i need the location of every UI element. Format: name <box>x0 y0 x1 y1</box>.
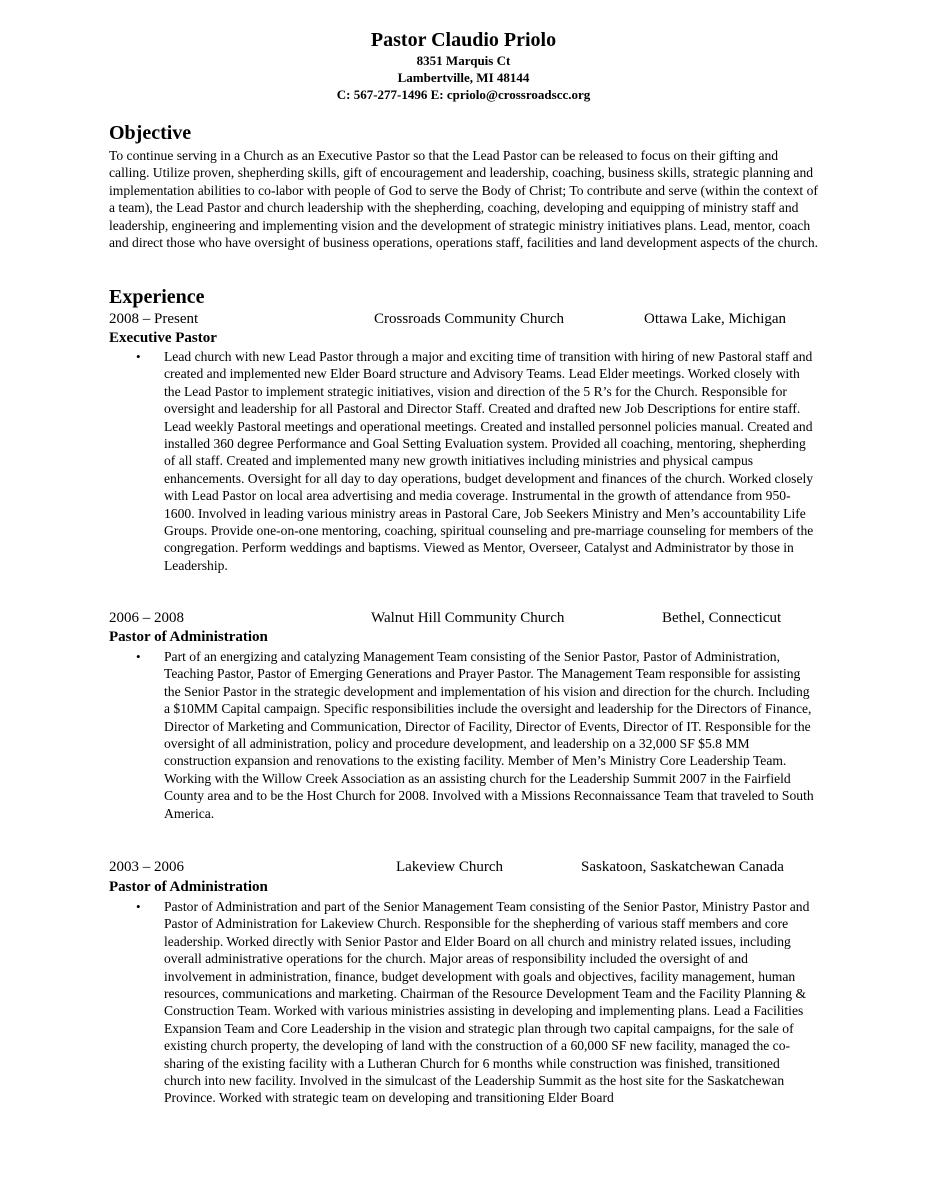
job-location: Saskatoon, Saskatchewan Canada <box>581 859 784 875</box>
job-role: Pastor of Administration <box>109 879 268 895</box>
job-header-row <box>109 309 829 329</box>
city-state-zip: Lambertville, MI 48144 <box>397 70 530 85</box>
objective-heading: Objective <box>109 122 192 144</box>
objective-text: To continue serving in a Church as an Executive Pastor so that the Lead Pastor can be released to focus on their gifting and calling. Utilize proven, shepherding skills, gift of encouragement and leadership, coaching, business skills, strategic planning and implementation abilities to co-labor with people of God to serve the Body of Christ; To contribute and serve (within the context of a team), the Lead Pastor and church leadership with the shepherding, coaching, developing and equipping of ministry staff and leadership, engineering and implementing vision and the development of strategic ministry initiatives plans. Lead, mentor, coach and direct those who have oversight of business operations, operations staff, facilities and land development aspects of the church. <box>109 148 819 251</box>
job-role: Executive Pastor <box>109 330 217 346</box>
job-description: Pastor of Administration and part of the Senior Management Team consisting of the Senior Pastor, Ministry Pastor and Pastor of Administration for Lakeview Church. Responsible for the shepherding of various staff members and core leadership. Worked directly with Senior Pastor and Elder Board on all church and ministry related issues, including overall administrative operations for the church. Major areas of responsibility included the oversight of and involvement in administration, finance, budget development with goals and objectives, facility management, human resources, communications and marketing. Chairman of the Resource Development Team and the Facility Planning & Construction Team. Worked with various ministries assisting in developing and implementing plans. Lead a Facilities Expansion Team and Core Leadership in the vision and strategic plan through two capital campaigns, for the sale of existing church property, the developing of land with the construction of a 60,000 SF new facility, managed the co-sharing of the existing facility with a Lutheran Church for 6 months while construction was finished, transitioned church into new facility. Involved in the simulcast of the Leadership Summit as the host site for the Saskatchewan Province. Worked with strategic team on developing and transitioning Elder Board <box>164 899 810 1106</box>
bullet-icon: • <box>136 349 141 364</box>
job-dates: 2006 – 2008 <box>109 610 184 626</box>
job-location: Ottawa Lake, Michigan <box>644 311 787 327</box>
job-header-row <box>109 608 829 628</box>
experience-heading: Experience <box>109 286 205 308</box>
job-organization: Lakeview Church <box>396 859 504 875</box>
resume-header <box>0 28 927 103</box>
job-header-row <box>109 857 829 877</box>
bullet-icon: • <box>136 899 141 914</box>
job-description: Lead church with new Lead Pastor through a major and exciting time of transition with hiring of new Pastoral staff and created and implemented new Elder Board structure and Advisory Teams. Lead Elder meetings. Worked closely with the Lead Pastor to implement strategic initiatives, vision and direction of the 5 R’s for the Church. Responsible for oversight and leadership for all Pastoral and Director Staff. Created and drafted new Job Descriptions for entire staff. Lead weekly Pastoral meetings and operational meetings. Created and installed personnel policies manual. Created and installed 360 degree Performance and Goal Setting Evaluation system. Provided all coaching, mentoring, shepherding of all staff. Created and implemented many new growth initiatives including ministries and physical campus enhancements. Oversight for all day to day operations, budget development and finances of the church. Worked closely with Lead Pastor on local area advertising and media coverage. Instrumental in the growth of attendance from 950-1600. Involved in leading various ministry areas in Pastoral Care, Job Seekers Ministry and Men’s accountability Life Groups. Provide one-on-one mentoring, coaching, spiritual counseling and pre-marriage counseling for members of the congregation. Perform weddings and baptisms. Viewed as Mentor, Overseer, Catalyst and Administrator by those in Leadership. <box>164 349 814 573</box>
candidate-name: Pastor Claudio Priolo <box>370 29 557 51</box>
contact-info: C: 567-277-1496 E: cpriolo@crossroadscc.org <box>336 87 591 102</box>
street-address: 8351 Marquis Ct <box>416 53 511 68</box>
job-dates: 2003 – 2006 <box>109 859 184 875</box>
job-organization: Crossroads Community Church <box>374 311 564 327</box>
job-role: Pastor of Administration <box>109 629 268 645</box>
job-location: Bethel, Connecticut <box>662 610 782 626</box>
job-dates: 2008 – Present <box>109 311 199 327</box>
job-organization: Walnut Hill Community Church <box>371 610 565 626</box>
bullet-icon: • <box>136 649 141 664</box>
job-description: Part of an energizing and catalyzing Management Team consisting of the Senior Pastor, Pastor of Administration, Teaching Pastor, Pastor of Emerging Generations and Prayer Pastor. The Management Team responsible for assisting the Senior Pastor in the strategic development and implementation of his vision and direction for the church. Including a $10MM Capital campaign. Specific responsibilities include the oversight and leadership for the Directors of Finance, Director of Marketing and Communication, Director of Facility, Director of Events, Director of IT. Responsible for the oversight of all administration, policy and procedure development, and leadership on a 32,000 SF $5.8 MM construction expansion and renovations to the existing facility. Member of Men’s Ministry Core Leadership Team. Working with the Willow Creek Association as an assisting church for the Leadership Summit 2007 in the Fairfield County area and to be the Host Church for 2008. Involved with a Missions Reconnaissance Team that traveled to South America. <box>164 649 814 821</box>
